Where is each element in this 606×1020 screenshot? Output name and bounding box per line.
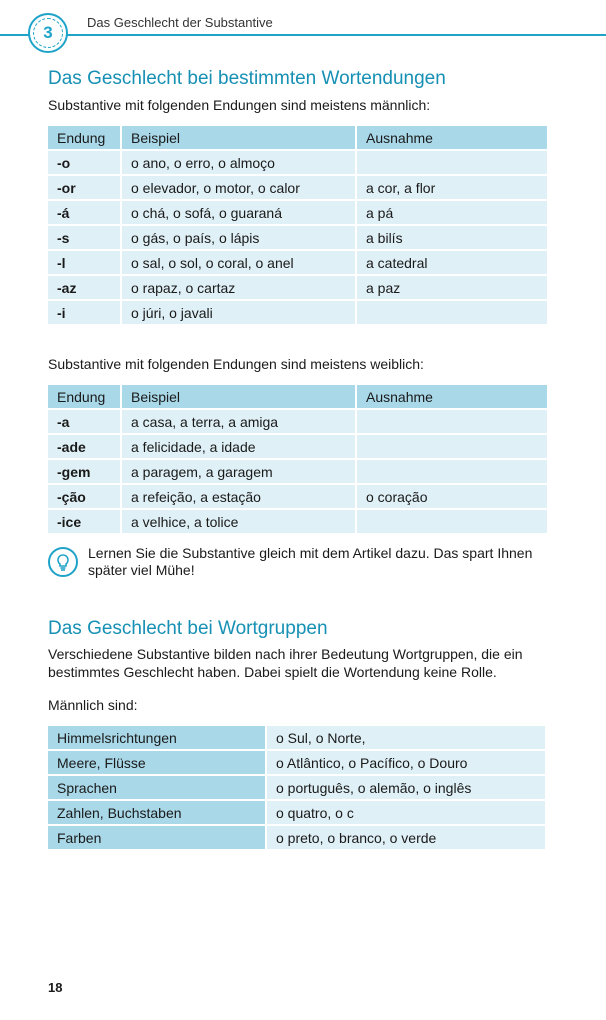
example-cell: a velhice, a tolice <box>122 510 357 533</box>
table-row <box>48 826 545 849</box>
tip-text: Lernen Sie die Substantive gleich mit dem Artikel dazu. Das spart Ihnen später viel Mühe! <box>88 545 533 578</box>
exception-cell: o coração <box>357 485 547 508</box>
lightbulb-icon <box>48 547 78 577</box>
header-example: Beispiel <box>122 126 357 149</box>
word-groups-table <box>48 724 545 851</box>
exception-cell: a pá <box>357 201 547 224</box>
group-examples-cell: o preto, o branco, o verde <box>267 826 545 849</box>
table-row <box>48 460 547 483</box>
header-exception: Ausnahme <box>357 385 547 408</box>
ending-cell: -á <box>48 201 122 224</box>
table-row <box>48 301 547 324</box>
group-cell: Himmelsrichtungen <box>48 726 267 749</box>
ending-cell: -s <box>48 226 122 249</box>
ending-cell: -ção <box>48 485 122 508</box>
page-number: 18 <box>48 980 63 995</box>
table-header-row <box>48 385 547 408</box>
table-row <box>48 485 547 508</box>
example-cell: o sal, o sol, o coral, o anel <box>122 251 357 274</box>
chapter-badge <box>28 13 68 53</box>
example-cell: a casa, a terra, a amiga <box>122 410 357 433</box>
section-heading-groups: Das Geschlecht bei Wortgruppen <box>48 618 328 639</box>
table-row <box>48 801 545 824</box>
ending-cell: -o <box>48 151 122 174</box>
table-row <box>48 226 547 249</box>
header-ending: Endung <box>48 385 122 408</box>
table-row <box>48 726 545 749</box>
section-heading-endings: Das Geschlecht bei bestimmten Wortendungen <box>48 68 446 89</box>
table-row <box>48 151 547 174</box>
example-cell: o chá, o sofá, o guaraná <box>122 201 357 224</box>
ending-cell: -or <box>48 176 122 199</box>
example-cell: o gás, o país, o lápis <box>122 226 357 249</box>
group-cell: Zahlen, Buchstaben <box>48 801 267 824</box>
intro-masculine: Substantive mit folgenden Endungen sind meistens männlich: <box>48 97 431 113</box>
example-cell: o elevador, o motor, o calor <box>122 176 357 199</box>
exception-cell <box>357 435 547 458</box>
intro-feminine: Substantive mit folgenden Endungen sind meistens weiblich: <box>48 356 424 372</box>
group-examples-cell: o português, o alemão, o inglês <box>267 776 545 799</box>
header-exception: Ausnahme <box>357 126 547 149</box>
example-cell: o júri, o javali <box>122 301 357 324</box>
example-cell: a paragem, a garagem <box>122 460 357 483</box>
table-row <box>48 201 547 224</box>
table-row <box>48 410 547 433</box>
exception-cell <box>357 510 547 533</box>
header-ending: Endung <box>48 126 122 149</box>
group-cell: Meere, Flüsse <box>48 751 267 774</box>
exception-cell: a bilís <box>357 226 547 249</box>
ending-cell: -az <box>48 276 122 299</box>
example-cell: a felicidade, a idade <box>122 435 357 458</box>
exception-cell <box>357 410 547 433</box>
ending-cell: -i <box>48 301 122 324</box>
example-cell: a refeição, a estação <box>122 485 357 508</box>
exception-cell: a paz <box>357 276 547 299</box>
exception-cell <box>357 151 547 174</box>
chapter-number: 3 <box>33 18 63 48</box>
masculine-label: Männlich sind: <box>48 697 138 713</box>
ending-cell: -l <box>48 251 122 274</box>
group-cell: Sprachen <box>48 776 267 799</box>
feminine-endings-table <box>48 383 547 535</box>
table-row <box>48 176 547 199</box>
exception-cell <box>357 301 547 324</box>
header-rule <box>0 34 606 36</box>
table-row <box>48 251 547 274</box>
example-cell: o ano, o erro, o almoço <box>122 151 357 174</box>
table-row <box>48 776 545 799</box>
table-header-row <box>48 126 547 149</box>
exception-cell: a cor, a flor <box>357 176 547 199</box>
table-row <box>48 510 547 533</box>
table-row <box>48 276 547 299</box>
groups-intro: Verschiedene Substantive bilden nach ihrer Bedeutung Wortgruppen, die ein bestimmtes Geschlecht haben. Dabei spielt die Wortendung keine Rolle. <box>48 646 523 680</box>
ending-cell: -gem <box>48 460 122 483</box>
ending-cell: -ade <box>48 435 122 458</box>
ending-cell: -a <box>48 410 122 433</box>
group-examples-cell: o Sul, o Norte, <box>267 726 545 749</box>
table-row <box>48 435 547 458</box>
group-cell: Farben <box>48 826 267 849</box>
group-examples-cell: o Atlântico, o Pacífico, o Douro <box>267 751 545 774</box>
header-example: Beispiel <box>122 385 357 408</box>
exception-cell <box>357 460 547 483</box>
running-title: Das Geschlecht der Substantive <box>87 15 273 30</box>
table-row <box>48 751 545 774</box>
ending-cell: -ice <box>48 510 122 533</box>
example-cell: o rapaz, o cartaz <box>122 276 357 299</box>
group-examples-cell: o quatro, o c <box>267 801 545 824</box>
exception-cell: a catedral <box>357 251 547 274</box>
masculine-endings-table <box>48 124 547 326</box>
